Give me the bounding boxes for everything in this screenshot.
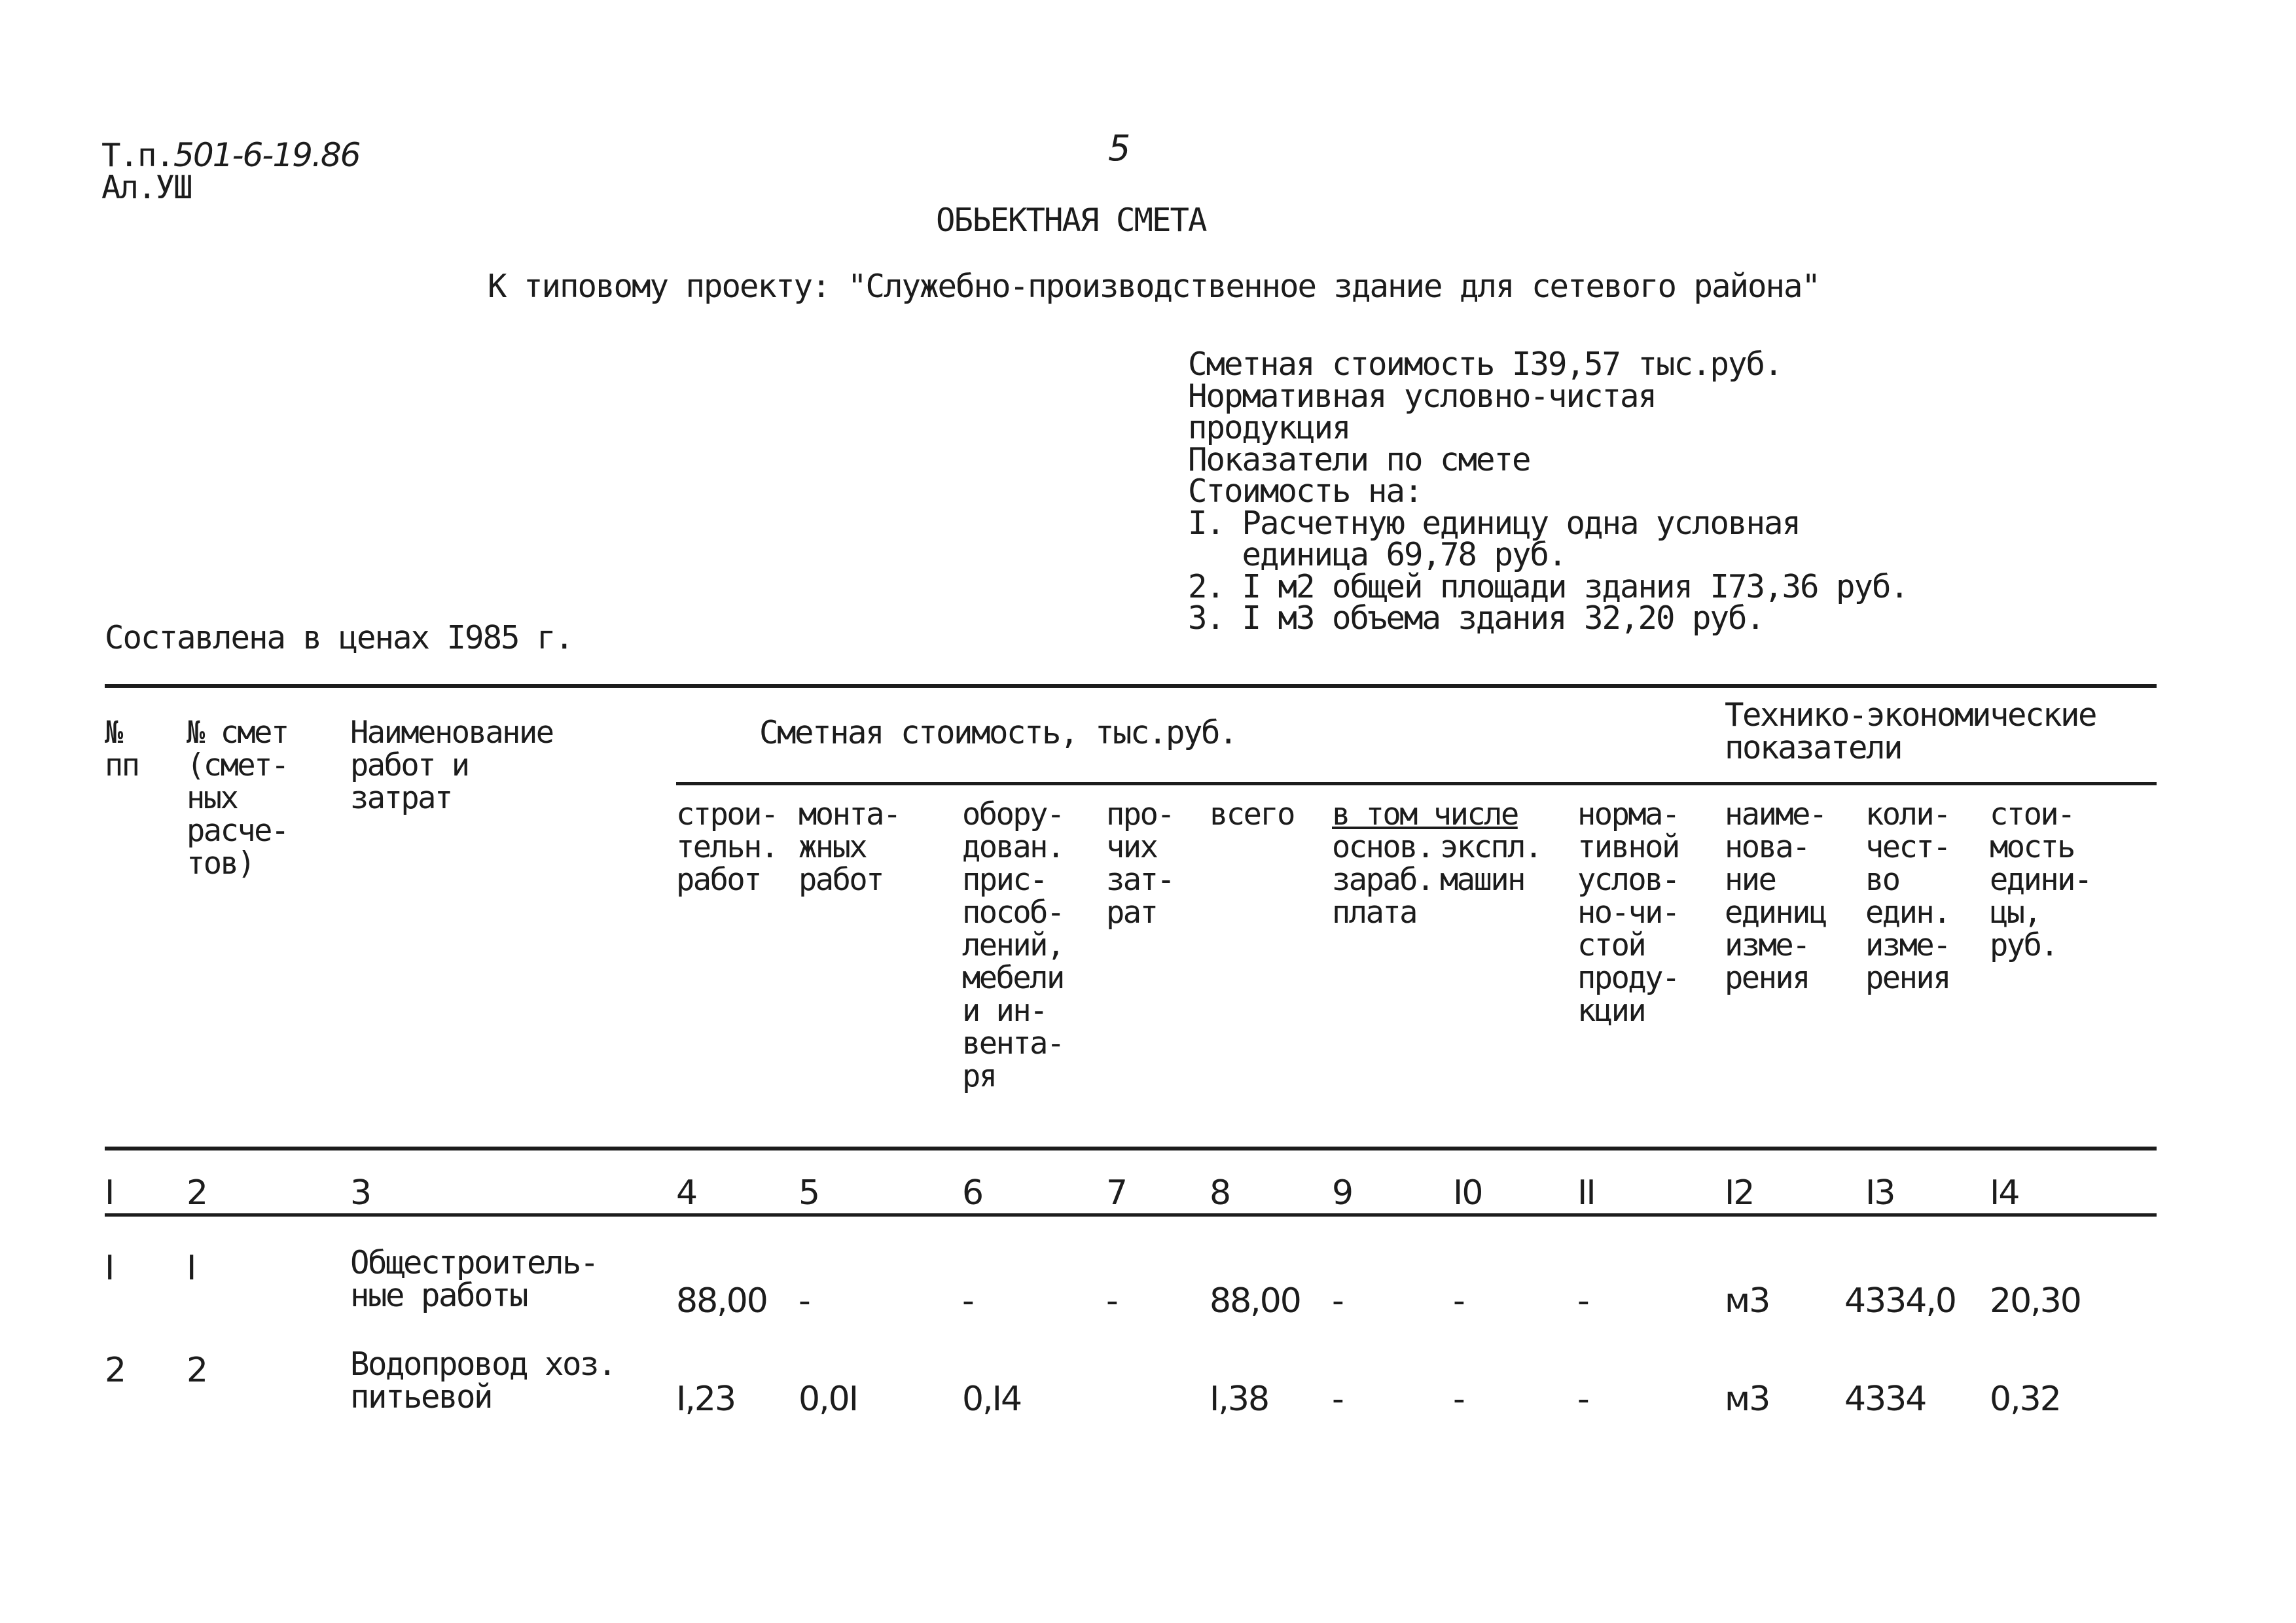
row-cell-name: Общестроитель- ные работы xyxy=(350,1244,598,1314)
row-cell-base-salary: - xyxy=(1332,1380,1343,1419)
summary-line: продукция xyxy=(1188,409,1350,446)
col-header-total: всего xyxy=(1210,796,1294,832)
column-number: II xyxy=(1577,1173,1595,1213)
col-header-unit-name: наиме- нова- ние единиц изме- рения xyxy=(1725,796,1826,996)
doc-code xyxy=(101,136,360,174)
col-header-unit-cost: стои- мость едини- цы, руб. xyxy=(1990,796,2091,963)
column-number: 3 xyxy=(350,1173,371,1213)
row-cell-unit-cost: 0,32 xyxy=(1990,1380,2060,1419)
summary-line: Сметная стоимость I39,57 тыс.руб. xyxy=(1188,346,1782,383)
column-number: I3 xyxy=(1865,1173,1895,1213)
row-cell-name: Водопровод хоз. питьевой xyxy=(350,1346,616,1416)
row-cell-base-salary: - xyxy=(1332,1281,1343,1321)
table-top-rule xyxy=(105,684,2157,688)
column-number: 7 xyxy=(1106,1173,1127,1213)
header-sub-rule xyxy=(676,782,2157,785)
column-number: I xyxy=(105,1173,114,1213)
col-header-name: Наименование работ и затрат xyxy=(350,715,553,816)
summary-line: Стоимость на: xyxy=(1188,473,1422,510)
col-header-other: про- чих зат- рат xyxy=(1106,796,1174,931)
row-cell-other: - xyxy=(1106,1281,1117,1321)
col-header-equipment: обору- дован. прис- пособ- лений, мебели и ин- вента- ря xyxy=(962,796,1064,1094)
row-cell-construction: I,23 xyxy=(676,1380,736,1419)
row-cell-total: I,38 xyxy=(1210,1380,1269,1419)
row-cell-net-product: - xyxy=(1577,1281,1588,1321)
row-cell-unit-cost: 20,30 xyxy=(1990,1281,2081,1321)
cost-group-header: Сметная стоимость, тыс.руб. xyxy=(759,714,1237,751)
col-header-number: № пп xyxy=(105,715,139,783)
col-header-installation: монта- жных работ xyxy=(798,796,900,898)
row-cell-quantity: 4334 xyxy=(1844,1380,1926,1419)
column-number: 9 xyxy=(1332,1173,1353,1213)
summary-line: 2. I м2 общей площади здания I73,36 руб. xyxy=(1188,568,1909,605)
column-number-rule xyxy=(105,1213,2157,1217)
col-header-machine-operation: экспл. машин xyxy=(1440,829,1541,898)
summary-line: I. Расчетную единицу одна условная xyxy=(1188,505,1801,542)
row-cell-number: 2 xyxy=(105,1351,126,1390)
col-header-base-salary: основ. зараб. плата xyxy=(1332,829,1433,931)
summary-line: единица 69,78 руб. xyxy=(1188,536,1566,573)
row-cell-estimate: I xyxy=(187,1249,196,1288)
column-number: 4 xyxy=(676,1173,697,1213)
col-header-estimate-number: № смет (смет- ных расче- тов) xyxy=(187,715,288,882)
row-cell-estimate: 2 xyxy=(187,1351,207,1390)
row-cell-machine-operation: - xyxy=(1453,1380,1464,1419)
tech-group-header: Технико-экономические показатели xyxy=(1725,696,2096,766)
page-title: ОБЬЕКТНАЯ СМЕТА xyxy=(936,202,1206,239)
row-cell-net-product: - xyxy=(1577,1380,1588,1419)
row-cell-unit-name: м3 xyxy=(1725,1380,1770,1419)
doc-code-prefix: Т.п. xyxy=(101,137,174,174)
row-cell-number: I xyxy=(105,1249,114,1288)
col-header-net-product: норма- тивной услов- но-чи- стой проду- кции xyxy=(1577,796,1679,1029)
doc-code-number: 501-6-19.86 xyxy=(173,136,360,174)
column-number: 2 xyxy=(187,1173,207,1213)
prices-note: Составлена в ценах I985 г. xyxy=(105,619,573,656)
summary-line: Нормативная условно-чистая xyxy=(1188,378,1657,415)
row-cell-equipment: 0,I4 xyxy=(962,1380,1022,1419)
row-cell-machine-operation: - xyxy=(1453,1281,1464,1321)
row-cell-quantity: 4334,0 xyxy=(1844,1281,1956,1321)
column-number: 8 xyxy=(1210,1173,1230,1213)
column-number: 6 xyxy=(962,1173,983,1213)
project-line: К типовому проекту: "Служебно-производственное здание для сетевого района" xyxy=(488,268,1820,305)
header-bottom-rule xyxy=(105,1147,2157,1150)
summary-line: Показатели по смете xyxy=(1188,441,1530,478)
row-cell-construction: 88,00 xyxy=(676,1281,767,1321)
col-header-construction: строи- тельн. работ xyxy=(676,796,778,898)
row-cell-unit-name: м3 xyxy=(1725,1281,1770,1321)
row-cell-installation: - xyxy=(798,1281,810,1321)
row-cell-total: 88,00 xyxy=(1210,1281,1300,1321)
col-header-including: в том числе xyxy=(1332,796,1518,832)
page-number: 5 xyxy=(1108,128,1131,169)
album-label: Ал.УШ xyxy=(101,169,192,206)
column-number: I4 xyxy=(1990,1173,2019,1213)
column-number: 5 xyxy=(798,1173,819,1213)
summary-line: 3. I м3 объема здания 32,20 руб. xyxy=(1188,599,1765,637)
row-cell-installation: 0,0I xyxy=(798,1380,858,1419)
column-number: I0 xyxy=(1453,1173,1482,1213)
col-header-quantity: коли- чест- во един. изме- рения xyxy=(1865,796,1950,996)
row-cell-equipment: - xyxy=(962,1281,973,1321)
column-number: I2 xyxy=(1725,1173,1754,1213)
